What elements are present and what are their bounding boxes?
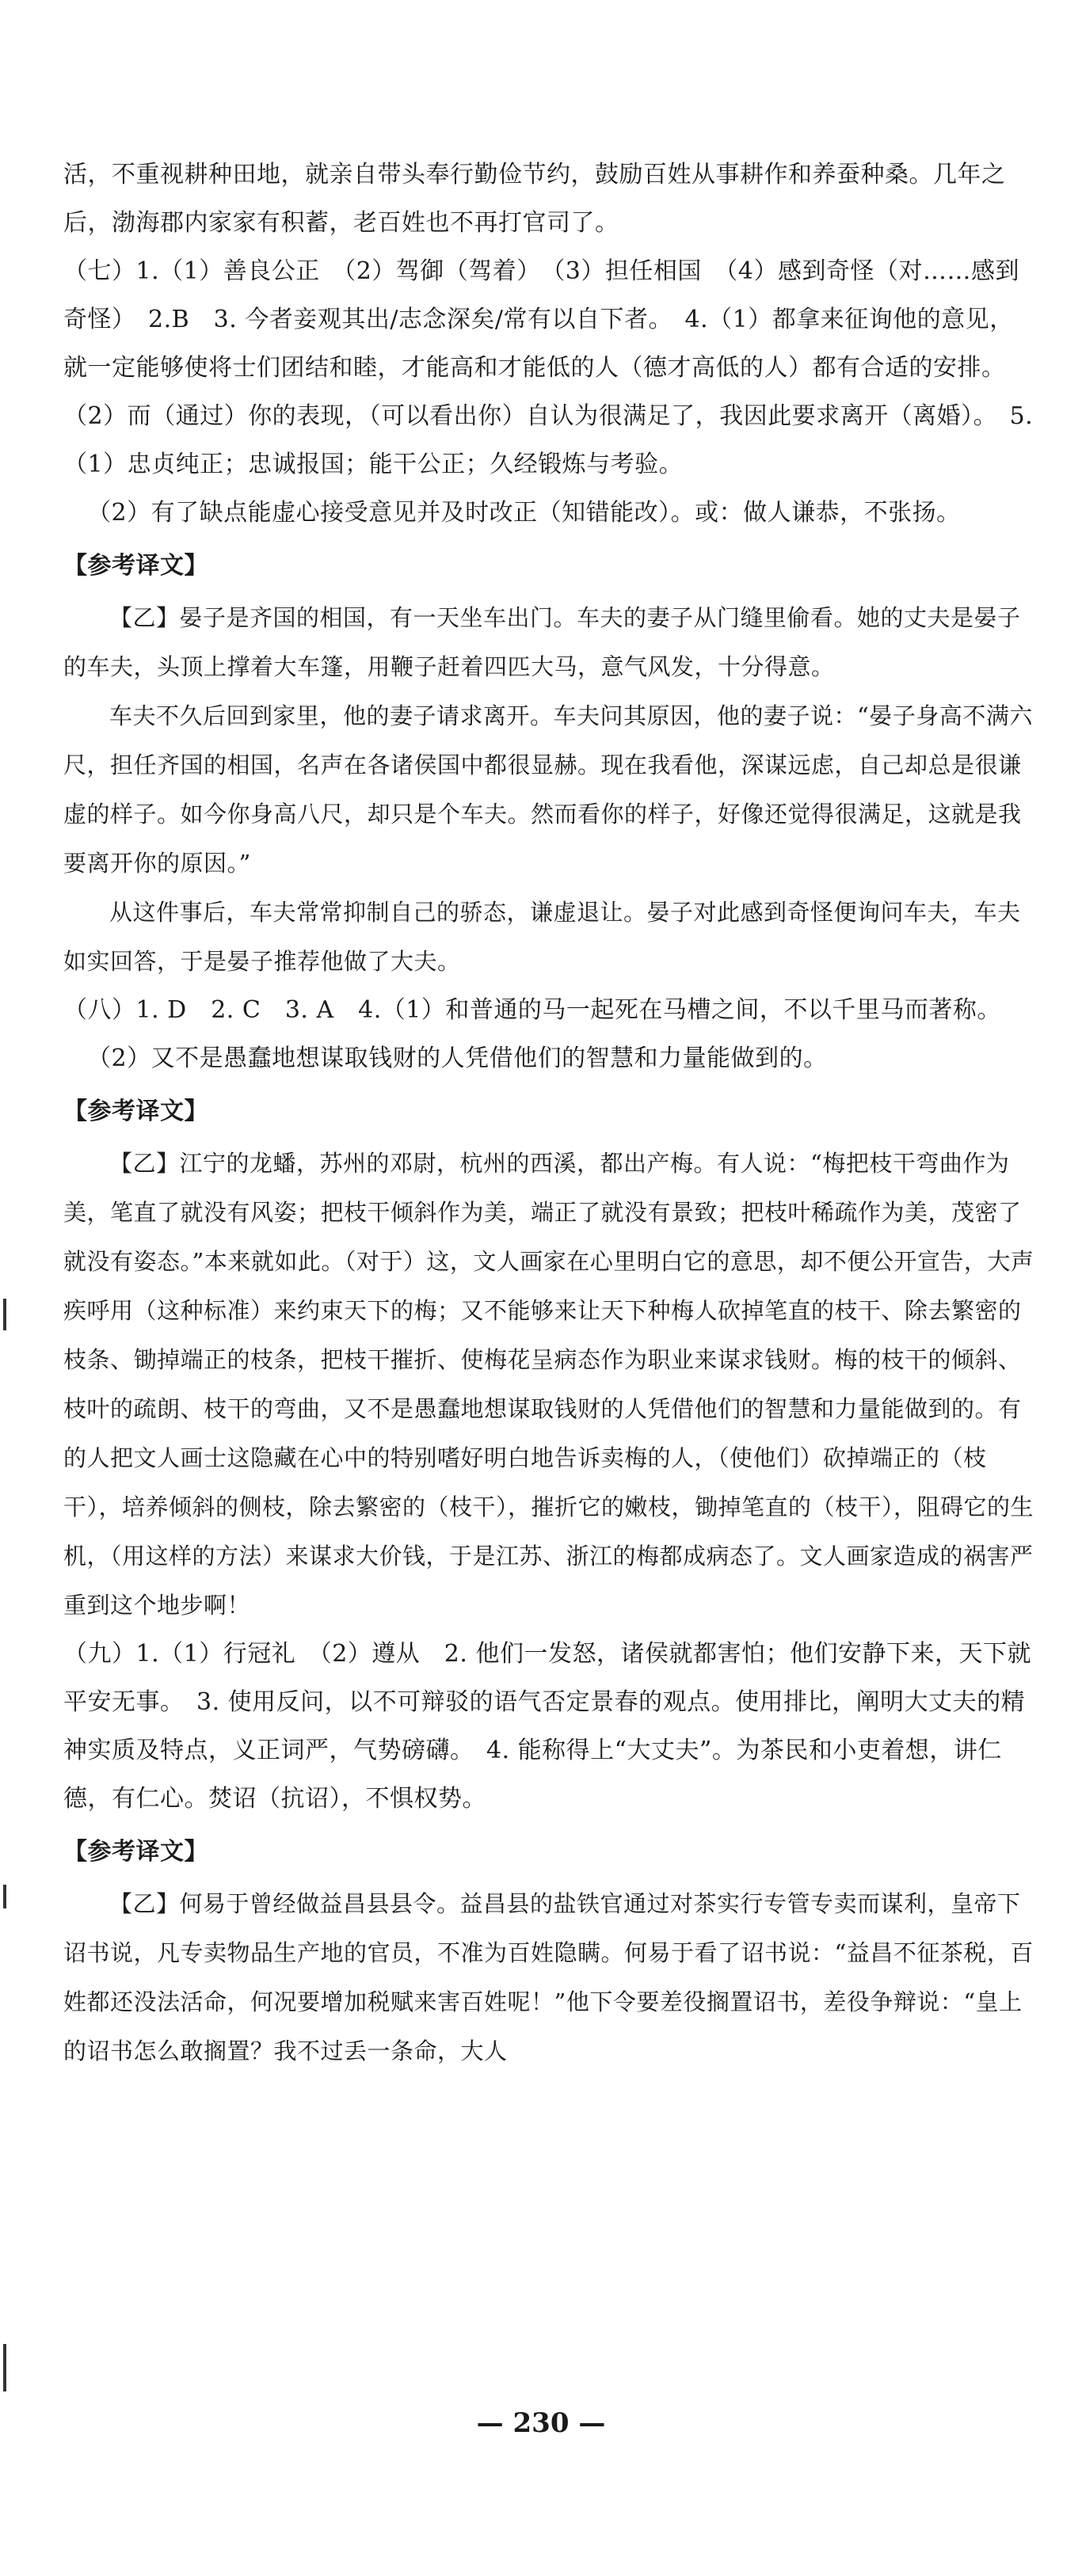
section-7-answers: （七）1.（1）善良公正 （2）驾御（驾着） （3）担任相国 （4）感到奇怪（对……感到奇怪） 2.B 3. 今者妾观其出/志念深矣/常有以自下者。 4.（1）都拿来征询他的意见，就一定能够使将士们团结和睦，才能高和才能低的人（德才高低的人）都有合适的安排。 （2）而（通过）你的表现，（可以看出你）自认为很满足了，我因此要求离开（离婚）。 5.（1）忠贞纯正；忠诚报国；能干公正；久经锻炼与考验。 [63,257,1034,478]
answer-content [63,150,1038,2076]
section-8-translation-p1: 【乙】江宁的龙蟠，苏州的邓尉，杭州的西溪，都出产梅。有人说：“梅把枝干弯曲作为美，笔直了就没有风姿；把枝干倾斜作为美，端正了就没有景致；把枝叶稀疏作为美，茂密了就没有姿态。”本来就如此。（对于）这，文人画家在心里明白它的意思，却不便公开宣告，大声疾呼用（这种标准）来约束天下的梅；又不能够来让天下种梅人砍掉笔直的枝干、除去繁密的枝条、锄掉端正的枝条，把枝干摧折、使梅花呈病态作为职业来谋求钱财。梅的枝干的倾斜、枝叶的疏朗、枝干的弯曲，又不是愚蠢地想谋取钱财的人凭借他们的智慧和力量能做到的。有的人把文人画士这隐藏在心中的特别嗜好明白地告诉卖梅的人，（使他们）砍掉端正的（枝干），培养倾斜的侧枝，除去繁密的（枝干），摧折它的嫩枝，锄掉笔直的（枝干），阻碍它的生机，（用这样的方法）来谋求大价钱，于是江苏、浙江的梅都成病态了。文人画家造成的祸害严重到这个地步啊！ [63,1150,1034,1619]
section-7-answers-cont: （2）有了缺点能虚心接受意见并及时改正（知错能改）。或：做人谦恭，不张扬。 [87,499,961,527]
section-7-translation-p3: 从这件事后，车夫常常抑制自己的骄态，谦虚退让。晏子对此感到奇怪便询问车夫，车夫如实回答，于是晏子推荐他做了大夫。 [63,899,1021,975]
scan-edge-mark [3,2344,6,2391]
section-9-answers: （九）1.（1）行冠礼 （2）遵从 2. 他们一发怒，诸侯就都害怕；他们安静下来，天下就平安无事。 3. 使用反问，以不可辩驳的语气否定景春的观点。使用排比，阐明大丈夫的精神实质及特点，义正词严，气势磅礴。 4. 能称得上“大丈夫”。为茶民和小吏着想，讲仁德，有仁心。焚诏（抗诏），不惧权势。 [63,1640,1031,1813]
section-9-translation-p1: 【乙】何易于曾经做益昌县县令。益昌县的盐铁官通过对茶实行专管专卖而谋利，皇帝下诏书说，凡专卖物品生产地的官员，不准为百姓隐瞒。何易于看了诏书说：“益昌不征茶税，百姓都还没法活命，何况要增加税赋来害百姓呢！”他下令要差役搁置诏书，差役争辩说：“皇上的诏书怎么敢搁置？我不过丢一条命，大人 [63,1890,1034,2064]
continuation-paragraph: 活，不重视耕种田地，就亲自带头奉行勤俭节约，鼓励百姓从事耕作和养蚕种桑。几年之后，渤海郡内家家有积蓄，老百姓也不再打官司了。 [63,161,1006,237]
section-8-answers-cont: （2）又不是愚蠢地想谋取钱财的人凭借他们的智慧和力量能做到的。 [87,1044,828,1072]
section-7-translation-heading: 【参考译文】 [63,552,208,580]
page-number: — 230 — [476,2407,606,2439]
section-8-answers: （八）1. D 2. C 3. A 4.（1）和普通的马一起死在马槽之间，不以千里马而著称。 [63,996,1001,1024]
scan-edge-mark [3,1885,6,1908]
section-8-translation-heading: 【参考译文】 [63,1098,208,1125]
section-7-translation-p2: 车夫不久后回到家里，他的妻子请求离开。车夫问其原因，他的妻子说：“晏子身高不满六尺，担任齐国的相国，名声在各诸侯国中都很显赫。现在我看他，深谋远虑，自己却总是很谦虚的样子。如今你身高八尺，却只是个车夫。然而看你的样子，好像还觉得很满足，这就是我要离开你的原因。” [63,702,1033,877]
section-9-translation-heading: 【参考译文】 [63,1838,208,1866]
scan-edge-mark [3,1299,6,1330]
section-7-translation-p1: 【乙】晏子是齐国的相国，有一天坐车出门。车夫的妻子从门缝里偷看。她的丈夫是晏子的车夫，头顶上撑着大车篷，用鞭子赶着四匹大马，意气风发，十分得意。 [63,604,1021,680]
